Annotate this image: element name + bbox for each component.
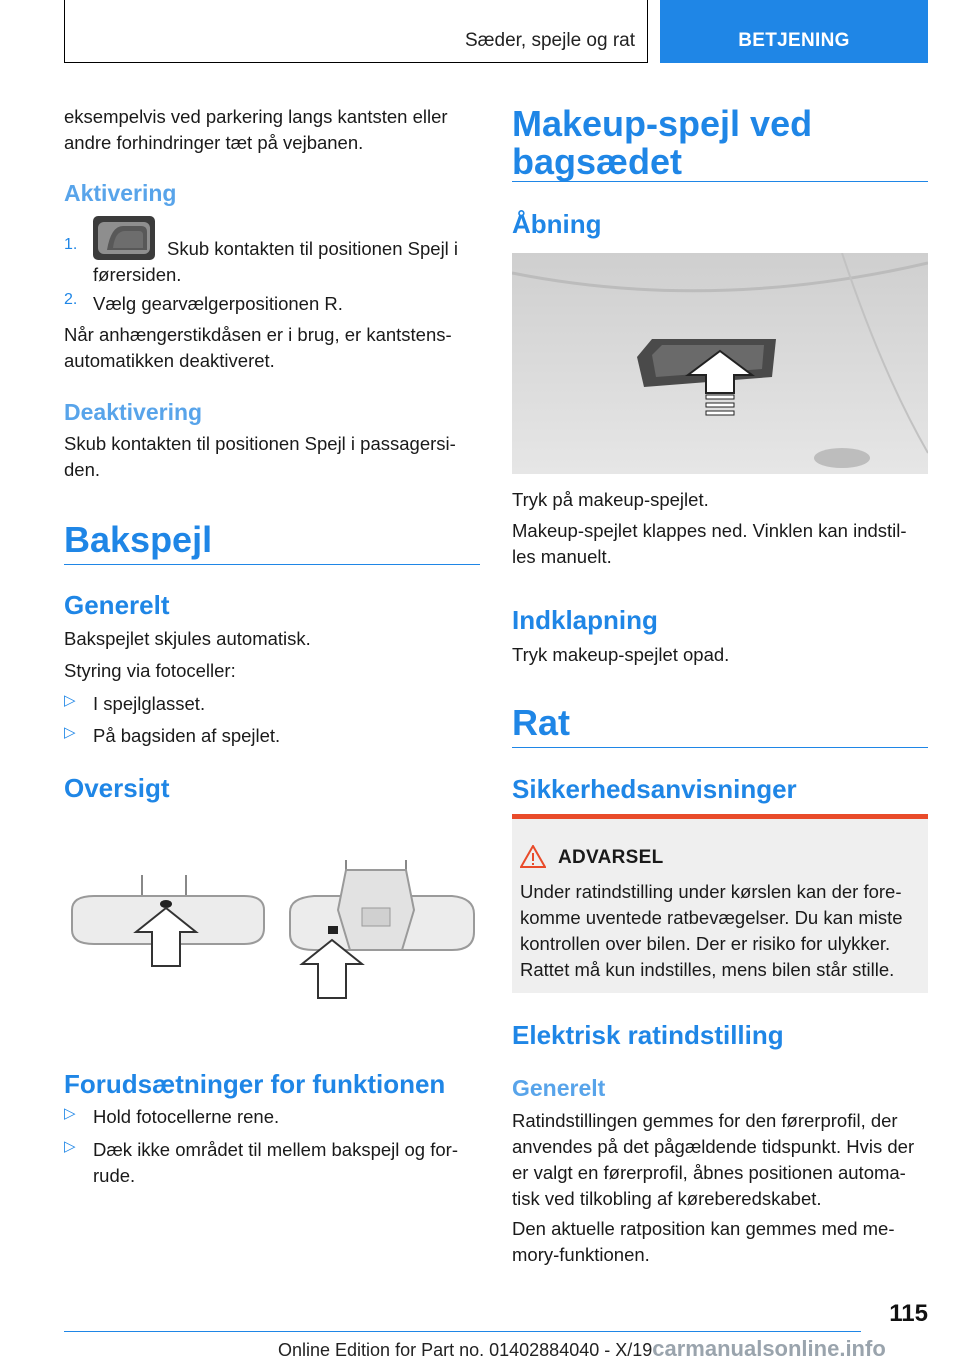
watermark: carmanualsonline.info bbox=[652, 1336, 886, 1361]
opening-text: Tryk på makeup-spejlet. bbox=[512, 489, 709, 510]
warning-label: ADVARSEL bbox=[558, 847, 664, 868]
intro-line-2: andre forhindringer tæt på vejbanen. bbox=[64, 132, 364, 153]
prereq-item-line-2: rude. bbox=[93, 1165, 136, 1186]
prereq-item bbox=[64, 1137, 480, 1189]
bullet-triangle-icon: ▷ bbox=[64, 692, 76, 709]
deactivation-line-1: Skub kontakten til positionen Spejl i passagersi- bbox=[64, 433, 456, 454]
bullet-triangle-icon: ▷ bbox=[64, 724, 76, 741]
deactivation-line-2: den. bbox=[64, 459, 101, 480]
memory-line-1: Den aktuelle ratposition kan gemmes med me- bbox=[512, 1218, 895, 1239]
prereq-item-line-1: Dæk ikke området til mellem bakspejl og for- bbox=[93, 1139, 458, 1160]
edition-text: Online Edition for Part no. 01402884040 - X/19 bbox=[278, 1340, 653, 1360]
footer-rule bbox=[64, 1331, 861, 1332]
photocell-item-text: I spejlglasset. bbox=[93, 693, 206, 714]
step-1-line-2: førersiden. bbox=[93, 264, 182, 285]
prereq-item bbox=[64, 1104, 480, 1130]
warning-line-3: kontrollen over bilen. Der er risiko for ulykker. bbox=[520, 933, 891, 954]
heading-rule bbox=[512, 181, 928, 182]
electric-general-heading: Generelt bbox=[512, 1075, 606, 1101]
step-2-line-1: Vælg gearvælgerpositionen R. bbox=[93, 293, 343, 314]
rearview-heading: Bakspejl bbox=[64, 520, 480, 565]
memory-line-2: mory-funktionen. bbox=[512, 1244, 650, 1265]
makeup-mirror-photo bbox=[512, 253, 928, 474]
rearview-mirror-illustration bbox=[64, 840, 480, 1020]
warning-box bbox=[512, 814, 928, 993]
photocell-item bbox=[64, 723, 480, 749]
trailer-note-line-1: Når anhængerstikdåsen er i brug, er kantstens- bbox=[64, 324, 452, 345]
folding-text: Tryk makeup-spejlet opad. bbox=[512, 644, 730, 665]
photocell-item bbox=[64, 691, 480, 717]
opening-detail-line-1: Makeup-spejlet klappes ned. Vinklen kan indstil- bbox=[512, 520, 907, 541]
electric-heading: Elektrisk ratindstilling bbox=[512, 1020, 784, 1050]
prereq-item-text: Hold fotocellerne rene. bbox=[93, 1106, 280, 1127]
step-1 bbox=[64, 236, 480, 288]
step-1-line-1: Skub kontakten til positionen Spejl i bbox=[167, 238, 459, 259]
warning-triangle-icon bbox=[520, 845, 546, 873]
general-heading: Generelt bbox=[64, 590, 170, 620]
trailer-note-line-2: automatikken deaktiveret. bbox=[64, 350, 275, 371]
chapter-tab: BETJENING bbox=[660, 0, 928, 63]
footer-line bbox=[278, 1336, 886, 1362]
step-number: 2. bbox=[64, 291, 78, 308]
warning-line-1: Under ratindstilling under kørslen kan der fore- bbox=[520, 881, 902, 902]
warning-line-4: Rattet må kun indstilles, mens bilen står stille. bbox=[520, 959, 895, 980]
electric-line-4: tisk ved tilkobling af køreberedskabet. bbox=[512, 1188, 822, 1209]
opening-detail-line-2: les manuelt. bbox=[512, 546, 612, 567]
step-2 bbox=[64, 291, 480, 317]
folding-heading: Indklapning bbox=[512, 605, 658, 635]
section-title: Sæder, spejle og rat bbox=[64, 0, 648, 63]
safety-heading: Sikkerhedsanvisninger bbox=[512, 774, 797, 804]
bullet-triangle-icon: ▷ bbox=[64, 1138, 76, 1155]
electric-line-1: Ratindstillingen gemmes for den førerprofil, der bbox=[512, 1110, 898, 1131]
intro-line-1: eksempelvis ved parkering langs kantsten eller bbox=[64, 106, 448, 127]
prerequisites-heading: Forudsætninger for funktionen bbox=[64, 1069, 446, 1099]
page-number: 115 bbox=[889, 1300, 928, 1327]
wheel-heading: Rat bbox=[512, 703, 928, 748]
deactivation-heading: Deaktivering bbox=[64, 399, 203, 425]
overview-heading: Oversigt bbox=[64, 773, 170, 803]
opening-heading: Åbning bbox=[512, 209, 602, 239]
switch-icon bbox=[93, 216, 155, 260]
makeup-heading-line-2: bagsædet bbox=[512, 141, 683, 182]
step-number: 1. bbox=[64, 236, 78, 253]
electric-line-2: anvendes på det pågældende tidspunkt. Hvis der bbox=[512, 1136, 915, 1157]
page-header bbox=[64, 0, 928, 64]
makeup-heading-line-1: Makeup-spejl ved bbox=[512, 103, 813, 144]
warning-line-2: komme uventede ratbevægelser. Du kan miste bbox=[520, 907, 903, 928]
photocell-intro: Styring via fotoceller: bbox=[64, 660, 236, 681]
activation-heading: Aktivering bbox=[64, 180, 177, 206]
electric-line-3: er valgt en førerprofil, åbnes positionen automa- bbox=[512, 1162, 906, 1183]
photocell-item-text: På bagsiden af spejlet. bbox=[93, 725, 281, 746]
general-text: Bakspejlet skjules automatisk. bbox=[64, 628, 311, 649]
bullet-triangle-icon: ▷ bbox=[64, 1105, 76, 1122]
